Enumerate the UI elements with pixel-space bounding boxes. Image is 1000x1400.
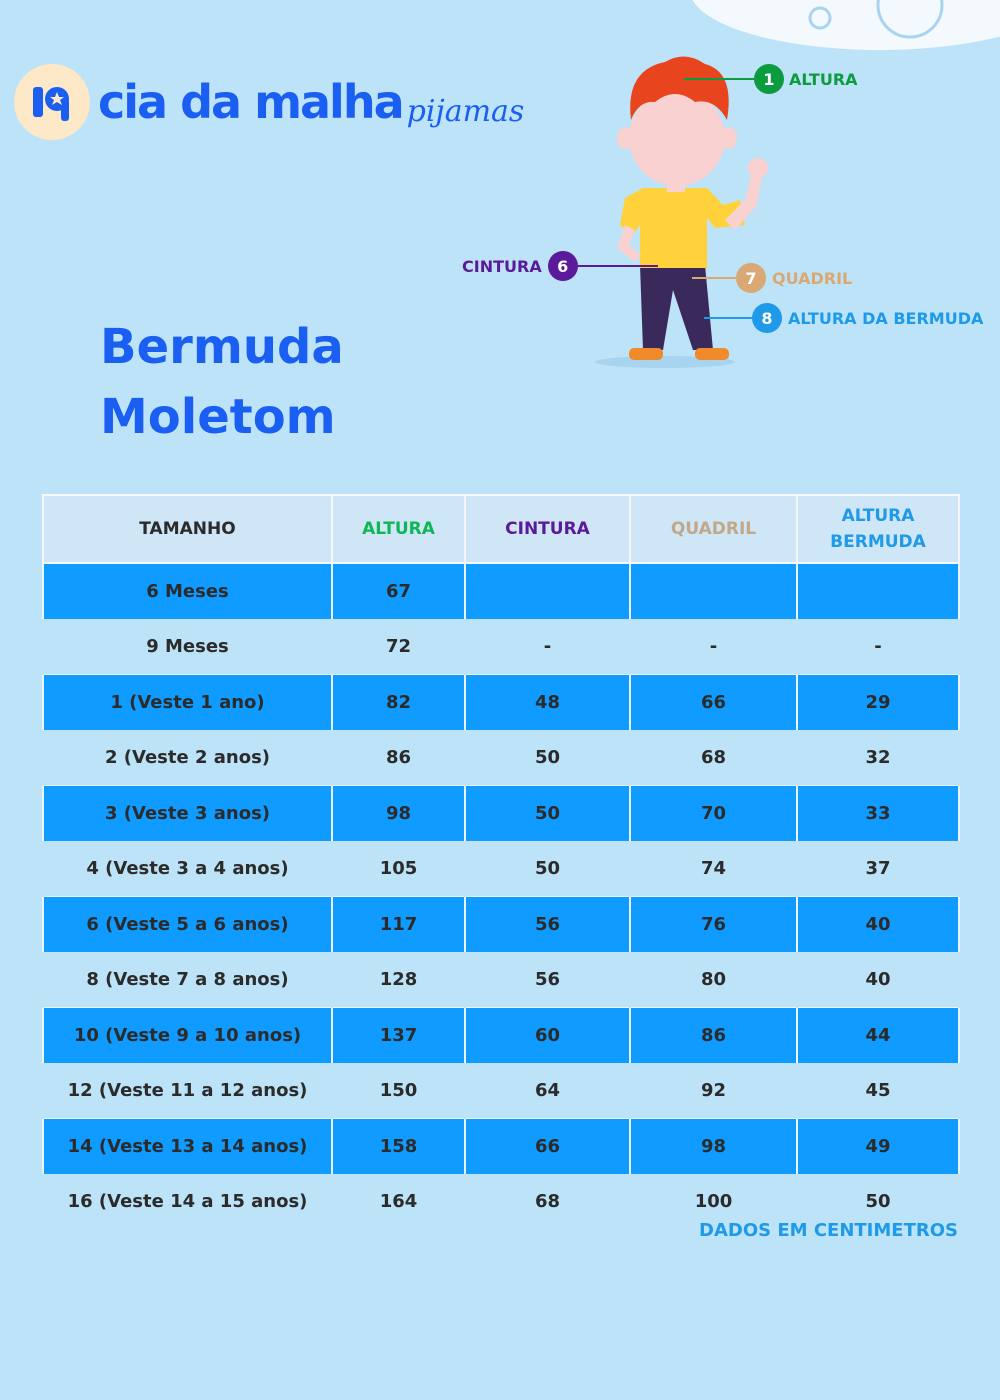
size-table: [42, 494, 960, 1229]
cell-cintura: 50: [534, 858, 561, 879]
cell-quadril: 92: [700, 1080, 727, 1101]
logo-mark-icon: [14, 64, 90, 140]
cell-tamanho: 4 (Veste 3 a 4 anos): [86, 858, 289, 879]
cell-altura-bermuda: 50: [865, 1191, 891, 1212]
brand-logo: [14, 62, 524, 142]
cell-tamanho: 3 (Veste 3 anos): [43, 786, 332, 842]
cell-quadril: 76: [630, 897, 797, 953]
cell-cintura: 50: [534, 747, 561, 768]
cell-altura-bermuda: -: [874, 636, 882, 657]
cell-cintura: 48: [465, 675, 630, 731]
cell-tamanho: 8 (Veste 7 a 8 anos): [86, 969, 289, 990]
cell-altura: 117: [332, 897, 465, 953]
cell-cintura: 50: [465, 786, 630, 842]
cell-tamanho: 14 (Veste 13 a 14 anos): [43, 1119, 332, 1175]
cell-cintura: 66: [465, 1119, 630, 1175]
cell-altura: 86: [385, 747, 412, 768]
cell-altura: 98: [332, 786, 465, 842]
cell-tamanho: 1 (Veste 1 ano): [43, 675, 332, 731]
cell-altura: 72: [385, 636, 412, 657]
cell-cintura: 56: [465, 897, 630, 953]
cell-cintura: 60: [465, 1008, 630, 1064]
cell-altura: 164: [379, 1191, 418, 1212]
cell-quadril: 68: [700, 747, 727, 768]
cell-altura-bermuda: 33: [797, 786, 959, 842]
title-line-1: Bermuda: [100, 319, 344, 375]
measure-quadril: 7 QUADRIL: [692, 263, 852, 293]
brand-name: cia da malha: [98, 75, 403, 129]
table-row: [43, 1008, 959, 1064]
measure-altura: 1 ALTURA: [684, 64, 858, 94]
cell-cintura: 56: [534, 969, 561, 990]
cell-cintura: 68: [534, 1191, 561, 1212]
cell-cintura: -: [543, 636, 552, 657]
measure-altura-bermuda: 8 ALTURA DA BERMUDA: [704, 303, 983, 333]
cell-altura-bermuda: 40: [865, 969, 891, 990]
cell-altura: 128: [379, 969, 418, 990]
cell-altura: 67: [332, 563, 465, 619]
page-title: [100, 312, 344, 452]
decorative-bubbles: [0, 0, 1000, 60]
measure-cintura: CINTURA 6: [462, 251, 658, 281]
cell-altura: 82: [332, 675, 465, 731]
table-body: [43, 563, 959, 1229]
header-altura: ALTURA: [332, 495, 465, 563]
cell-tamanho: 2 (Veste 2 anos): [104, 747, 271, 768]
badge-8: 8: [752, 303, 782, 333]
table-row: [43, 619, 959, 675]
cell-altura-bermuda: 44: [797, 1008, 959, 1064]
badge-6: 6: [548, 251, 578, 281]
units-note: DADOS EM CENTIMETROS: [699, 1220, 958, 1241]
cell-tamanho: 10 (Veste 9 a 10 anos): [43, 1008, 332, 1064]
table-row: [43, 1119, 959, 1175]
cell-altura-bermuda: 49: [797, 1119, 959, 1175]
badge-7: 7: [736, 263, 766, 293]
cell-quadril: 70: [630, 786, 797, 842]
cell-altura-bermuda: [797, 563, 959, 619]
header-quadril: QUADRIL: [630, 495, 797, 563]
cell-tamanho: 6 (Veste 5 a 6 anos): [43, 897, 332, 953]
cell-quadril: 80: [700, 969, 727, 990]
badge-1: 1: [754, 64, 784, 94]
cell-altura: 105: [379, 858, 418, 879]
cell-altura: 150: [379, 1080, 418, 1101]
cell-altura-bermuda: 37: [865, 858, 891, 879]
table-header-row: [43, 495, 959, 563]
cell-cintura: 64: [534, 1080, 561, 1101]
cell-altura-bermuda: 45: [865, 1080, 891, 1101]
table-row: [43, 841, 959, 897]
cell-quadril: 98: [630, 1119, 797, 1175]
header-altura-bermuda: ALTURA BERMUDA: [797, 495, 959, 563]
table-row: [43, 1063, 959, 1119]
header-tamanho: TAMANHO: [43, 495, 332, 563]
cell-altura: 137: [332, 1008, 465, 1064]
cell-quadril: 100: [694, 1191, 733, 1212]
title-line-2: Moletom: [100, 389, 336, 445]
cell-altura-bermuda: 32: [865, 747, 891, 768]
table-row: [43, 730, 959, 786]
cell-altura-bermuda: 29: [797, 675, 959, 731]
cell-quadril: [630, 563, 797, 619]
cell-cintura: [465, 563, 630, 619]
cell-tamanho: 6 Meses: [43, 563, 332, 619]
table-row: [43, 563, 959, 619]
cell-quadril: -: [709, 636, 718, 657]
table-row: [43, 786, 959, 842]
cell-quadril: 86: [630, 1008, 797, 1064]
cell-quadril: 74: [700, 858, 727, 879]
cell-tamanho: 12 (Veste 11 a 12 anos): [67, 1080, 308, 1101]
cell-tamanho: 9 Meses: [146, 636, 229, 657]
cell-altura-bermuda: 40: [797, 897, 959, 953]
cell-tamanho: 16 (Veste 14 a 15 anos): [67, 1191, 308, 1212]
brand-subtitle: pijamas: [406, 93, 525, 129]
header-cintura: CINTURA: [465, 495, 630, 563]
size-table-wrapper: [42, 494, 958, 1229]
table-row: [43, 952, 959, 1008]
cell-altura: 158: [332, 1119, 465, 1175]
table-row: [43, 675, 959, 731]
cell-quadril: 66: [630, 675, 797, 731]
table-row: [43, 897, 959, 953]
